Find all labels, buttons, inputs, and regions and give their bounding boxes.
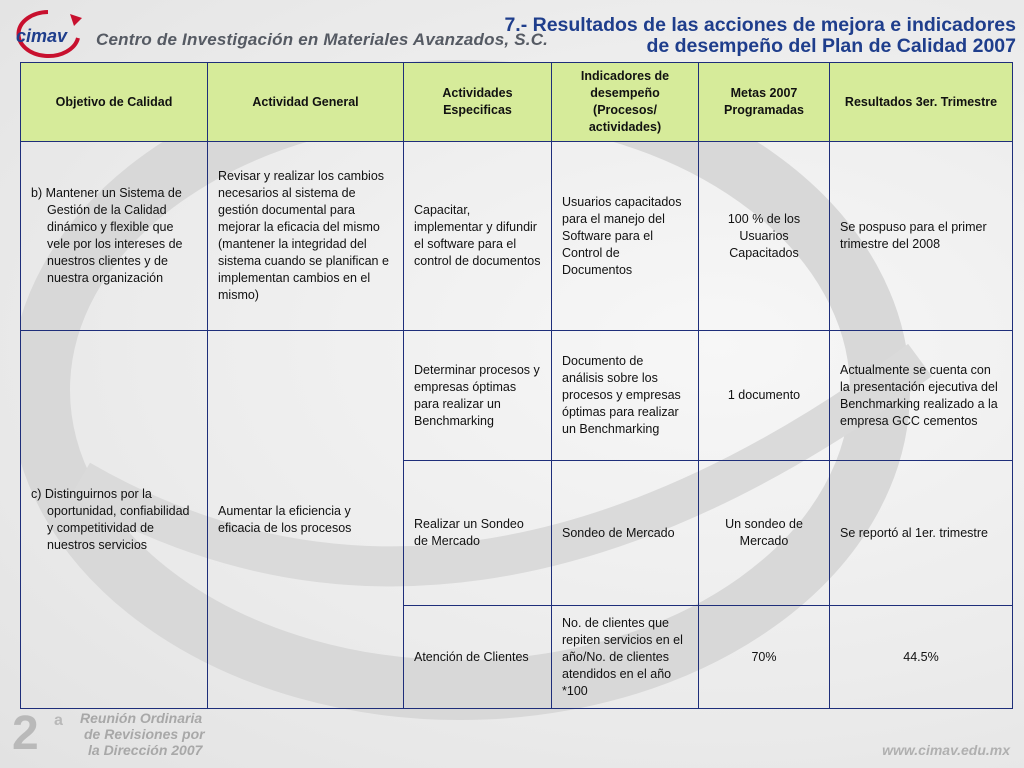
column-header: Resultados 3er. Trimestre	[830, 63, 1013, 142]
cell-resultado: Actualmente se cuenta con la presentación ejecutiva del Benchmarking realizado a la empresa GCC cementos	[830, 331, 1013, 461]
cell-indicador: Sondeo de Mercado	[552, 461, 699, 606]
cell-meta: Un sondeo de Mercado	[699, 461, 830, 606]
slide-header	[0, 0, 1024, 62]
cell-meta: 100 % de los Usuarios Capacitados	[699, 142, 830, 331]
cell-actividad-general: Aumentar la eficiencia y eficacia de los procesos	[208, 331, 404, 709]
quality-plan-table	[20, 62, 1013, 709]
cell-resultado: Se pospuso para el primer trimestre del 2008	[830, 142, 1013, 331]
logo-text: cimav	[16, 26, 68, 46]
page-title	[456, 15, 1016, 57]
cell-resultado: 44.5%	[830, 606, 1013, 709]
column-header: Actividad General	[208, 63, 404, 142]
column-header: Metas 2007 Programadas	[699, 63, 830, 142]
column-header: Indicadores de desempeño (Procesos/ actividades)	[552, 63, 699, 142]
title-line-1: 7.- Resultados de las acciones de mejora e indicadores	[504, 14, 1016, 36]
title-line-2: de desempeño del Plan de Calidad 2007	[646, 35, 1016, 57]
table-row	[21, 142, 1013, 331]
table-row	[21, 331, 1013, 461]
cell-objetivo: c) Distinguirnos por la oportunidad, confiabilidad y competitividad de nuestros servicios	[21, 331, 208, 709]
reunion-number: 2	[12, 707, 37, 760]
cell-indicador: Documento de análisis sobre los procesos y empresas óptimas para realizar un Benchmarking	[552, 331, 699, 461]
reunion-line-2: de Revisiones por	[84, 726, 205, 742]
cell-objetivo: b) Mantener un Sistema de Gestión de la Calidad dinámico y flexible que vele por los intereses de nuestros clientes y de nuestra organización	[21, 142, 208, 331]
reunion-line-1: Reunión Ordinaria	[80, 710, 203, 726]
organization-name: Centro de Investigación en Materiales Avanzados, S.C.	[96, 30, 549, 49]
reunion-superscript: a	[54, 712, 63, 729]
cell-meta: 1 documento	[699, 331, 830, 461]
column-header: Objetivo de Calidad	[21, 63, 208, 142]
cell-actividad-general: Revisar y realizar los cambios necesarios al sistema de gestión documental para mejorar la eficacia del mismo (mantener la integridad del sistema cuando se planifican e implementan cambios en el mismo)	[208, 142, 404, 331]
table-header-row	[21, 63, 1013, 142]
reunion-caption	[80, 710, 205, 758]
cell-indicador: Usuarios capacitados para el manejo del Software para el Control de Documentos	[552, 142, 699, 331]
website-url: www.cimav.edu.mx	[882, 742, 1010, 758]
cell-especificas: Atención de Clientes	[404, 606, 552, 709]
cimav-logo	[8, 8, 88, 60]
cell-especificas: Realizar un Sondeo de Mercado	[404, 461, 552, 606]
cell-especificas: Capacitar, implementar y difundir el software para el control de documentos	[404, 142, 552, 331]
cell-resultado: Se reportó al 1er. trimestre	[830, 461, 1013, 606]
cell-meta: 70%	[699, 606, 830, 709]
cell-especificas: Determinar procesos y empresas óptimas para realizar un Benchmarking	[404, 331, 552, 461]
cell-indicador: No. de clientes que repiten servicios en el año/No. de clientes atendidos en el año *100	[552, 606, 699, 709]
reunion-line-3: la Dirección 2007	[88, 742, 203, 758]
column-header: Actividades Especificas	[404, 63, 552, 142]
